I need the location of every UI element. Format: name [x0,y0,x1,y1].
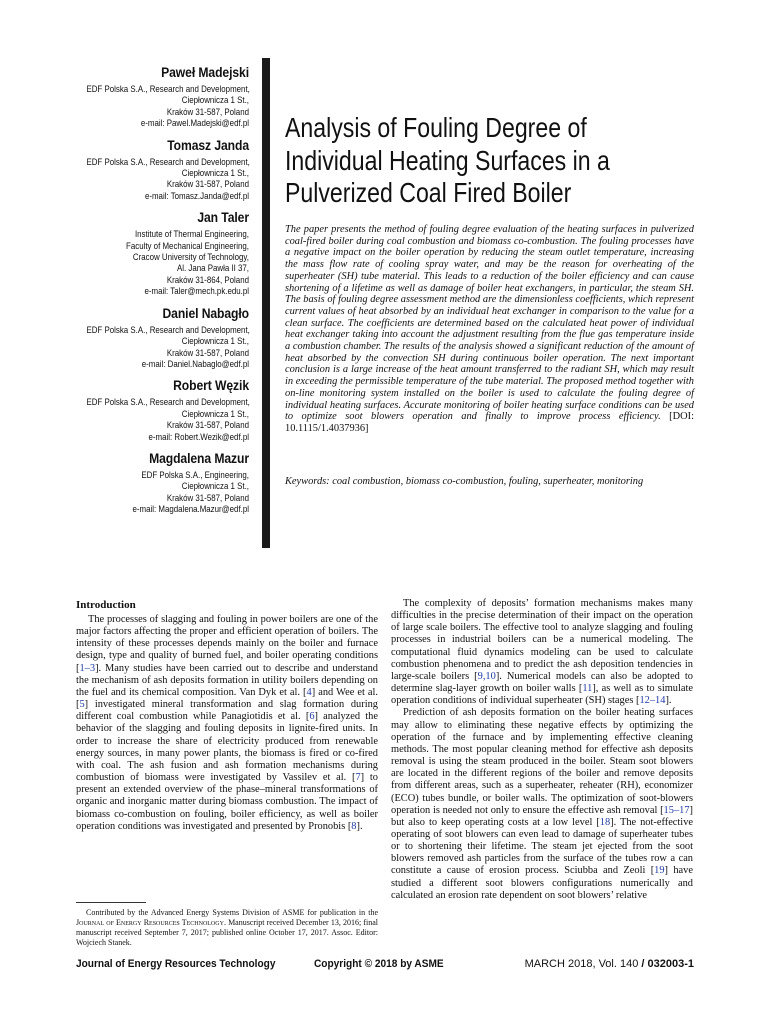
author-affiliation-line: Ciepłownicza 1 St., [181,95,249,106]
author-block [60,137,249,203]
citation-link[interactable]: 11 [582,683,593,695]
author-affiliation-line: EDF Polska S.A., Research and Development, [86,156,250,167]
author-name: Daniel Nabagło [162,305,249,321]
citation-link[interactable]: 18 [599,816,611,828]
author-affiliation-line: EDF Polska S.A., Engineering, [141,469,249,480]
author-name: Jan Taler [197,210,249,226]
citation-link[interactable]: 4 [306,686,312,698]
abstract [285,224,694,435]
author-list [60,64,249,523]
citation-link[interactable]: 12–14 [639,695,666,707]
paragraph-text: ]. [356,820,363,832]
paragraph-text: ] analyzed the behavior of the slagging and fouling deposits in lignite-fired units. In order to increase the share of electricity produced from renewable energy sources, in many power plants, the biomass is fired or co-fired with coal. The ash fusion and ash formation mechanisms during combustion of biomass were investigated by Vassilev et al. [ [76,711,378,784]
author-affiliation-line: Faculty of Mechanical Engineering, [126,240,249,251]
section-heading-introduction: Introduction [76,599,136,611]
paragraph [391,598,693,707]
left-column [76,598,378,833]
author-affiliation-line: Ciepłownicza 1 St., [181,481,249,492]
footer-copyright: Copyright © 2018 by ASME [314,958,444,970]
author-affiliation-line: EDF Polska S.A., Research and Development, [86,324,250,335]
citation-link[interactable]: 1–3 [79,662,96,674]
author-name: Paweł Madejski [161,65,249,80]
paragraph-text: ]. [665,695,672,707]
footnote-text: Contributed by the Advanced Energy Systems Division of ASME for publication in the [86,908,378,917]
footnote [76,908,378,948]
author-affiliation-line: Al. Jana Pawła II 37, [176,263,249,274]
author-name: Tomasz Janda [167,137,249,153]
citation-link[interactable]: 19 [654,865,665,877]
author-affiliation-line: EDF Polska S.A., Research and Development, [86,84,250,94]
author-affiliation-line: Institute of Thermal Engineering, [134,229,249,240]
paragraph-text: The processes of slagging and fouling in power boilers are one of the major factors affecting the proper and efficient operation of boilers. The intensity of these processes depends mainly on the boiler and furnace design, type and quality of burned fuel, and boiler operating conditions [ [76,614,378,674]
paper-title [285,112,655,210]
author-affiliation-line: Kraków 31-587, Poland [166,420,249,431]
citation-link[interactable]: 7 [355,772,361,784]
vertical-divider [262,58,270,548]
author-affiliation-line: e-mail: Tomasz.Janda@edf.pl [144,190,249,201]
footnote-rule [76,902,146,903]
footer-issue-text: MARCH 2018, Vol. 140 [524,958,639,970]
author-affiliation-line: Ciepłownicza 1 St., [181,408,249,419]
author-affiliation-line: Kraków 31-587, Poland [166,492,249,503]
author-affiliation-line: e-mail: Daniel.Nabaglo@edf.pl [141,358,249,369]
abstract-text: The paper presents the method of fouling degree evaluation of the heating surfaces in pulverized coal-fired boiler during coal combustion and biomass co-combustion. The fouling processes have a negative impact on the boiler operation by reducing the steam outlet temperature, increasing the mass flow rate of cooling spray water, and may be the reason for overheating of the superheater (SH) tube material. This leads to a reduction of the boiler efficiency and can cause shortening of a lifetime as well as damage of boiler heat exchangers, in particular, the steam SH. The basis of fouling degree assessment method are the dimensionless coefficients, which represent current values of heat absorbed by an individual heat exchanger in comparison to the value for a clean surface. The coefficients are determined based on the calculated heat power of individual heat exchanger taking into account the adjustment resulting from the flue gas temperature inside a combustion chamber. The results of the analysis showed a significant reduction of the amount of heat absorbed by the convection SH during continuous boiler operation. The next important conclusion is a large increase of the heat amount transferred to the radiant SH, which may result in exceeding the permissible temperature of the tube material. The proposed method together with on-line monitoring system installed on the boiler is used to calculate the fouling degree of individual heating surfaces. Accurate monitoring of boiler heating surface conditions can be used to optimize soot blowers operation and finally to improve process efficiency. [285,224,694,423]
author-block [60,64,249,130]
paragraph-text: ]. The not-effective operating of soot blowers can even lead to damage of superheater tubes or to shortening their lifetime. The steam jet ejected from the soot blowers removed ash particles from the surface of the tubes row a can constitute a cause of erosion process. Sciubba and Zeoli [ [391,816,694,877]
author-block [60,377,249,443]
paragraph-text: ] to present an extended overview of the phase–mineral transformations of organic and inorganic matter during biomass combustion. The impact of biomass co-combustion on fouling, boiler efficiency, as well as boiler operation conditions was investigated and presented by Pronobis [ [76,772,378,832]
citation-link[interactable]: 9,10 [477,670,496,682]
footnote-text: . Manuscript received December 13, 2016; final manuscript received September 7, 2017; published online October 17, 2017. Assoc. Editor: Wojciech Stanek. [76,918,378,947]
title-line: Individual Heating Surfaces in a [285,144,610,176]
author-affiliation-line: Ciepłownicza 1 St., [181,336,249,347]
paragraph-text: ]. Many studies have been carried out to describe and understand the mechanism of ash deposits formation in utility boilers depending on the fuel and its chemical composition. Van Dyk et al. [ [76,662,378,698]
author-affiliation-line: Kraków 31-587, Poland [166,347,249,358]
citation-link[interactable]: 5 [79,699,85,711]
footer-issue [525,956,694,972]
author-affiliation-line: e-mail: Magdalena.Mazur@edf.pl [132,504,249,515]
right-column [391,598,693,902]
paragraph-text: The complexity of deposits’ formation mechanisms makes many difficulties in the precise determination of their impact on the operation of large scale boilers. The effective tool to analyze slagging and fouling processes in industrial boilers can be a numerical modeling. The computational fluid dynamics modeling can be used to calculate combustion phenomena and to predict the ash deposition tendencies in large-scale boilers [ [391,598,693,682]
citation-link[interactable]: 15–17 [663,804,690,816]
footer-journal: Journal of Energy Resources Technology [76,958,276,970]
author-affiliation-line: e-mail: Pawel.Madejski@edf.pl [140,118,249,129]
author-block [60,209,249,297]
doi: [DOI: 10.1115/1.4037936] [285,411,694,434]
footer-separator: / [638,958,648,970]
footer-article-number: 032003-1 [647,958,694,970]
paragraph-text: ] and Wee et al. [ [76,686,378,711]
author-affiliation-line: e-mail: Robert.Wezik@edf.pl [148,431,249,442]
paragraph-text: ], as well as to simulate operation conditions of individual superheater (SH) stages [ [391,683,693,707]
author-affiliation-line: Kraków 31-587, Poland [166,106,249,117]
title-line: Analysis of Fouling Degree of [285,112,587,143]
title-line: Pulverized Coal Fired Boiler [285,177,572,208]
paragraph-text: ] investigated mineral transformation and slag formation during different coal combustion while Panagiotidis et al. [ [76,699,378,723]
author-name: Robert Węzik [173,378,249,394]
author-affiliation-line: e-mail: Taler@mech.pk.edu.pl [144,286,249,297]
author-affiliation-line: Ciepłownicza 1 St., [181,168,249,179]
paragraph-text: ] have studied a different soot blowers configurations numerically and calculated an erosion rate dependent on soot blowers’ relative [391,865,693,901]
paragraph [391,707,693,902]
author-block [60,450,249,516]
paragraph [76,614,378,833]
keywords: Keywords: coal combustion, biomass co-combustion, fouling, superheater, monitoring [285,476,644,487]
page-footer [76,956,694,972]
paragraph-text: ]. Numerical models can also be adopted to determine slag-layer growth on boiler walls [ [391,670,693,695]
paragraph-text: ] but also to keep operating costs at a low level [ [391,804,693,828]
author-name: Magdalena Mazur [149,450,249,466]
journal-name: Journal of Energy Resources Technology [76,918,224,927]
author-affiliation-line: Kraków 31-864, Poland [166,274,249,285]
paragraph-text: Prediction of ash deposits formation on the boiler heating surfaces may allow to eliminating these negative effects by optimizing the operation of the furnace and by implementing effective cleaning methods. The most popular cleaning method for effective ash deposits removal is using the steam produced in the boiler. Steam soot blowers are located in the different regions of the boiler and remove deposits from different areas, such as a superheater, reheater (RH), economizer (ECO) tubes bundle, or boiler walls. The optimization of soot-blowers operation is needed not only to ensure the effective ash removal [ [391,707,693,816]
author-affiliation-line: Cracow University of Technology, [132,252,249,263]
author-block [60,305,249,371]
author-affiliation-line: Kraków 31-587, Poland [166,179,249,190]
citation-link[interactable]: 8 [351,820,357,832]
citation-link[interactable]: 6 [309,711,315,723]
author-affiliation-line: EDF Polska S.A., Research and Development, [86,397,250,408]
